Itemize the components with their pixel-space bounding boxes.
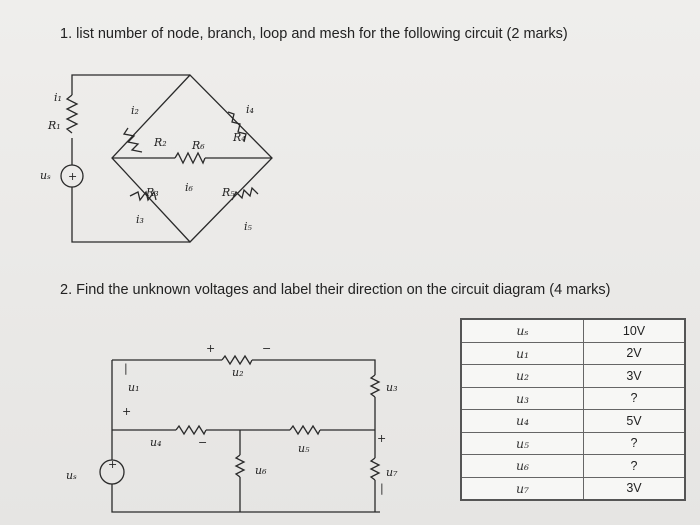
question-2: 2. Find the unknown voltages and label their direction on the circuit diagram (4 marks) bbox=[60, 282, 611, 298]
question-1: 1. list number of node, branch, loop and mesh for the following circuit (2 marks) bbox=[60, 26, 568, 42]
label-u2: u₂ bbox=[232, 366, 244, 379]
label-u3: u₃ bbox=[386, 381, 398, 394]
table-cell-value: 3V bbox=[584, 477, 686, 500]
table-row bbox=[461, 342, 685, 365]
table-cell-value: 5V bbox=[584, 410, 686, 433]
table-row bbox=[461, 319, 685, 342]
table-cell-variable: u₂ bbox=[461, 365, 584, 388]
label-u1: u₁ bbox=[128, 381, 140, 394]
table-cell-variable: uₛ bbox=[461, 319, 584, 342]
table-cell-variable: u₆ bbox=[461, 455, 584, 478]
resistor-u4 bbox=[176, 426, 206, 434]
resistor-u7 bbox=[371, 458, 379, 480]
table-cell-variable: u₄ bbox=[461, 410, 584, 433]
label-r6: R₆ bbox=[192, 139, 205, 152]
table-row bbox=[461, 455, 685, 478]
table-row bbox=[461, 387, 685, 410]
label-r4: R₄ bbox=[233, 131, 246, 144]
label-i1: i₁ bbox=[54, 91, 62, 104]
label-i2: i₂ bbox=[131, 104, 139, 117]
resistor-u3 bbox=[371, 375, 379, 397]
resistor-u5 bbox=[290, 426, 320, 434]
table-cell-variable: u₁ bbox=[461, 342, 584, 365]
label-r2: R₂ bbox=[154, 136, 167, 149]
label-i5: i₅ bbox=[244, 220, 252, 233]
table-cell-value: 3V bbox=[584, 365, 686, 388]
label-us-2: uₛ bbox=[66, 469, 77, 482]
voltage-table bbox=[460, 318, 686, 501]
label-u7: u₇ bbox=[386, 466, 398, 479]
label-u6: u₆ bbox=[255, 464, 267, 477]
label-plus-1: + bbox=[68, 170, 78, 183]
table-cell-variable: u₃ bbox=[461, 387, 584, 410]
table-cell-variable: u₇ bbox=[461, 477, 584, 500]
label-i3: i₃ bbox=[136, 213, 144, 226]
table-cell-value: ? bbox=[584, 387, 686, 410]
label-u5: u₅ bbox=[298, 442, 310, 455]
label-minus-u2: − bbox=[262, 342, 272, 355]
table-cell-value: ? bbox=[584, 455, 686, 478]
resistor-u2 bbox=[222, 356, 252, 364]
label-plus-source: + bbox=[108, 458, 118, 471]
label-us-1: uₛ bbox=[40, 169, 51, 182]
label-r3: R₃ bbox=[146, 186, 159, 199]
label-i4: i₄ bbox=[246, 103, 254, 116]
label-i6: i₆ bbox=[185, 181, 193, 194]
table-cell-value: ? bbox=[584, 432, 686, 455]
table-row bbox=[461, 477, 685, 500]
resistor-u6 bbox=[236, 455, 244, 477]
label-plus-u2: + bbox=[206, 342, 216, 355]
label-minus-u4: − bbox=[198, 436, 208, 449]
label-u4: u₄ bbox=[150, 436, 162, 449]
table-row bbox=[461, 432, 685, 455]
table-cell-value: 2V bbox=[584, 342, 686, 365]
label-r1: R₁ bbox=[48, 119, 61, 132]
label-plus-u1: + bbox=[122, 405, 132, 418]
label-bar-u1: | bbox=[124, 362, 128, 375]
table-cell-variable: u₅ bbox=[461, 432, 584, 455]
label-bar-u7: | bbox=[380, 482, 384, 495]
table-row bbox=[461, 410, 685, 433]
table-cell-value: 10V bbox=[584, 319, 686, 342]
label-plus-u7: + bbox=[377, 432, 387, 445]
table-row bbox=[461, 365, 685, 388]
label-r5: R₅ bbox=[222, 186, 235, 199]
